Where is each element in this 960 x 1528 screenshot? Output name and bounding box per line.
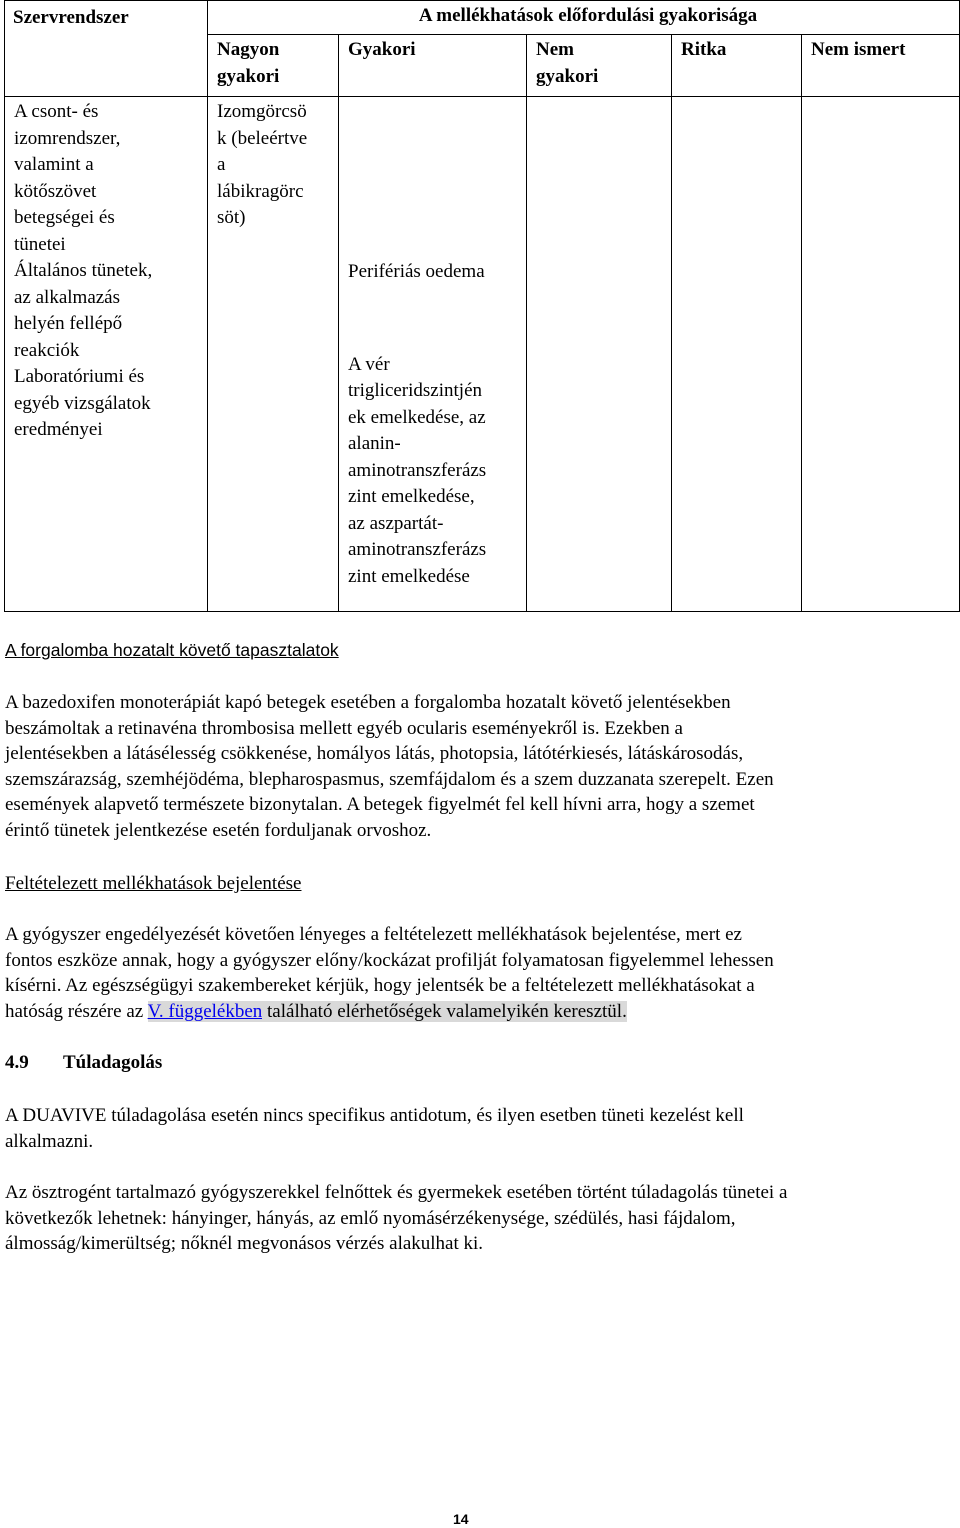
investigations-system: Laboratóriumi és egyéb vizsgálatok eredményei — [14, 366, 151, 440]
overdose-paragraph-1: A DUAVIVE túladagolása esetén nincs specifikus antidotum, és ilyen esetben tüneti kezelést kell alkalmazni. — [5, 1105, 744, 1152]
lab-values-entry: A vér trigliceridszintjén ek emelkedése, az alanin- aminotranszferázs zint emelkedése, az aszpartát- aminotranszferázs zint emelkedése — [348, 353, 487, 587]
rare-cell — [672, 97, 802, 612]
frequency-title-header: A mellékhatások előfordulási gyakorisága — [208, 1, 960, 35]
reporting-heading: Feltételezett mellékhatások bejelentése — [5, 873, 302, 894]
unknown-cell — [802, 97, 960, 612]
section-number: 4.9 — [5, 1052, 29, 1073]
very-common-header: Nagyon gyakori — [208, 35, 339, 97]
section-heading-overdose — [5, 1052, 162, 1074]
musculoskeletal-system: A csont- és izomrendszer, valamint a kötőszövet betegségei és tünetei — [14, 101, 121, 255]
very-common-cell: Izomgörcsö k (beleértve a lábikragörc söt) — [208, 97, 339, 612]
reporting-paragraph: A gyógyszer engedélyezését követően lényeges a feltételezett mellékhatások bejelentése, mert ez fontos eszköze annak, hogy a gyógyszer előny/kockázat profilját folyamatosan figyelemmel lehessen kísérni. Az egészségügyi szakembereket kérjük, hogy jelentsék be a feltételezett mellékhatásokat a hatóság részére az V. függelékben található elérhetőségek valamelyikén keresztül. — [5, 924, 774, 1022]
unknown-header: Nem ismert — [802, 35, 960, 97]
postmarket-paragraph: A bazedoxifen monoterápiát kapó betegek esetében a forgalomba hozatalt követő jelentésekben beszámoltak a retinavéna thrombosisa mellett egyéb ocularis eseményekről is. Ezekben a jelentésekben a látásélesség csökkenése, homályos látás, photopsia, látótérkiesés, látáskárosodás, szemszárazság, szemhéjödéma, blepharospasmus, szemfájdalom és a szem duzzanata szerepelt. Ezen események alapvető természete bizonytalan. A betegek figyelmét fel kell hívni arra, hogy a szemet érintő tünetek jelentkezése esetén forduljanak orvoshoz. — [5, 692, 774, 841]
uncommon-cell — [527, 97, 672, 612]
general-disorders-system: Általános tünetek, az alkalmazás helyén fellépő reakciók — [14, 260, 153, 361]
uncommon-header: Nem gyakori — [527, 35, 672, 97]
appendix-v-link[interactable]: V. függelékben — [147, 1000, 263, 1022]
overdose-paragraph-2: Az ösztrogént tartalmazó gyógyszerekkel felnőttek és gyermekek esetében történt túladagolás tünetei a következők lehetnek: hányinger, hányás, az emlő nyomásérzékenysége, szédülés, hasi fájdalom, álmosság/kimerültség; nőknél megvonásos vérzés alakulhat ki. — [5, 1182, 788, 1255]
common-header: Gyakori — [339, 35, 527, 97]
section-title: Túladagolás — [63, 1052, 163, 1073]
peripheral-oedema-entry: Perifériás oedema — [348, 261, 485, 282]
organ-system-header: Szervrendszer — [5, 1, 208, 97]
organ-system-cell — [5, 97, 208, 612]
postmarket-heading: A forgalomba hozatalt követő tapasztalatok — [5, 640, 339, 660]
adverse-reactions-table — [4, 0, 960, 612]
common-cell — [339, 97, 527, 612]
page-number: 14 — [453, 1511, 469, 1527]
rare-header: Ritka — [672, 35, 802, 97]
